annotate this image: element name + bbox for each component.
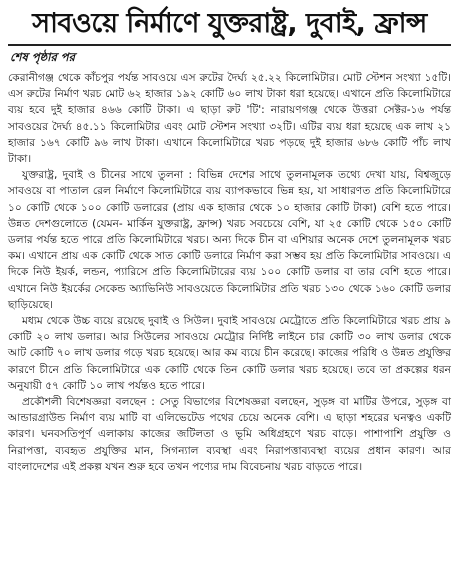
paragraph-dubai-seoul: মধ্যম থেকে উচ্চ ব্যয়ে রয়েছে দুবাই ও সিউল। দুবাই সাবওয়ে মেট্রোতে প্রতি কিলোমিটারে খরচ প্রায় ৯ কোটি ২০ লাখ ডলার। আর সিউলের সাবওয়ে মেট্রোর নির্দিষ্ট লাইনে চার কোটি ৩০ লাখ ডলার থেকে আট কোটি ৭০ লাখ ডলার গড়ে খরচ হয়েছে। আর কম ব্যয়ে চীন করেছে। কাজের পরিধি ও উন্নত প্রযুক্তির কারণে চীনে প্রতি কিলোমিটারে এক কোটি থেকে তিন কোটি ডলার খরচ হয়েছে। তবে তা প্রকল্পের ধরন অনুযায়ী ৫৭ কোটি ১০ লাখ পর্যন্তও হতে পারে। [8,315,451,392]
continuation-label: শেষ পৃষ্ঠার পর [10,50,75,64]
headline-rule [8,44,451,46]
headline: সাবওয়ে নির্মাণে যুক্তরাষ্ট্র, দুবাই, ফ্রান্স [32,8,427,39]
paragraph-kilometer-costs: কেরানীগঞ্জ থেকে কাঁচপুর পর্যন্ত সাবওয়ে এস রুটের দৈর্ঘ্য ২৫.২২ কিলোমিটার। মোট স্টেশন সংখ্যা ১৫টি। এস রুটের নির্মাণ খরচ মোট ৬২ হাজার ১৯২ কোটি ৬০ লাখ টাকা ধরা হয়েছে। এখানে প্রতি কিলোমিটারে ব্যয় হবে দুই হাজার ৪৬৬ কোটি টাকা। এ ছাড়া রুট 'টি': নারায়ণগঞ্জ থেকে উত্তরা সেক্টর-১৬ পর্যন্ত সাবওয়ের দৈর্ঘ্য ৪৫.১১ কিলোমিটার এবং মোট স্টেশন সংখ্যা ৩২টি। এটির ব্যয় ধরা হয়েছে এক লাখ ২১ হাজার ১৬৭ কোটি ৯৬ লাখ টাকা। এখানে কিলোমিটারে খরচ পড়ছে দুই হাজার ৬৮৬ কোটি পাঁচ লাখ টাকা। [8,72,451,166]
paragraph-engineers-say: প্রকৌশলী বিশেষজ্ঞরা বলছেন : সেতু বিভাগের বিশেষজ্ঞরা বলছেন, সুড়ঙ্গ বা মাটির উপরে, সুড়ঙ্গ বা আন্ডারগ্রাউন্ড নির্মাণ ব্যয় মাটি বা এলিভেটেড পথের চেয়ে অনেক বেশি। এ ছাড়া শহরের ঘনত্বও একটি কারণ। ঘনবসতিপূর্ণ এলাকায় কাজের জটিলতা ও ভূমি অধিগ্রহণে খরচ বাড়ে। পাশাপাশি প্রযুক্তি ও নিরাপত্তা, ব্যবহৃত প্রযুক্তির মান, সিগন্যাল ব্যবস্থা এবং নিরাপত্তাব্যবস্থা ব্যয়ের প্রধান কারণ। আর বাংলাদেশের এই প্রকল্প যখন শুরু হবে তখন পণ্যের দাম বিবেচনায় খরচ বাড়তে পারে। [8,396,451,473]
paragraph-country-comparison: যুক্তরাষ্ট্র, দুবাই ও চীনের সাথে তুলনা : বিভিন্ন দেশের সাথে তুলনামূলক তথ্যে দেখা যায়, বিশ্বজুড়ে সাবওয়ে বা পাতাল রেল নির্মাণে কিলোমিটারে ব্যয় ব্যাপকভাবে ভিন্ন হয়, যা সাধারণত প্রতি কিলোমিটারে ১০ কোটি থেকে ১০০ কোটি ডলারের (প্রায় এক হাজার থেকে ১০ হাজার কোটি টাকা) বেশি হতে পারে। উন্নত দেশগুলোতে (যেমন- মার্কিন যুক্তরাষ্ট্র, ফ্রান্স) খরচ সবচেয়ে বেশি, যা ২৫ কোটি থেকে ১৫০ কোটি ডলার পর্যন্ত হতে পারে প্রতি কিলোমিটারে খরচ। অন্য দিকে চীন বা এশিয়ার অনেক দেশে তুলনামূলক খরচ কম। এখানে প্রায় এক কোটি থেকে সাত কোটি ডলারে নির্মাণ করা সম্ভব হয় প্রতি কিলোমিটার সাবওয়ে। এ দিকে নিউ ইয়র্ক, লন্ডন, প্যারিসে প্রতি কিলোমিটারের ব্যয় ১০০ কোটি ডলার বা তার বেশি হতে পারে। এখানে নিউ ইয়র্কের সেকেন্ড অ্যাভিনিউ সাবওয়েতে কিলোমিটার প্রতি খরচ ১৩০ থেকে ১৬০ কোটি ডলার ছাড়িয়েছে। [8,169,451,311]
article-body [8,70,451,475]
